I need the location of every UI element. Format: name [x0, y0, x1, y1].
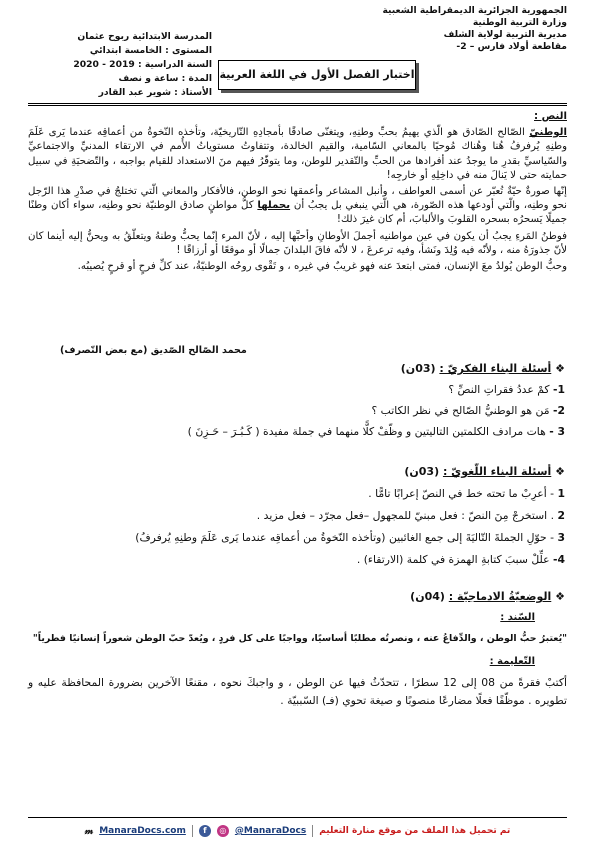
- section-b-points: (03ن): [404, 465, 440, 478]
- question-a3: 3 - هات مرادف الكلمتين التاليتين و وظّفْ كلًّا منهما في جملة مفيدة ( كَـبُـرَ – حَـزِنَ ): [187, 425, 565, 438]
- section-a-points: (03ن): [400, 362, 436, 375]
- header-district: مقاطعة أولاد فارس – 2-: [456, 41, 567, 52]
- section-c-points: (04ن): [410, 590, 445, 603]
- section-b-title: ❖ أسئلة البناء اللّغويّ : (03ن): [404, 465, 565, 478]
- text-section-label: النص :: [534, 111, 567, 122]
- task-label: التّعليمة :: [489, 656, 535, 667]
- paragraph-3: فوطنُ المَرءِ يجبُ أن يكون في عين مواطنيه أجملَ الأوطانِ وأحبَّها إليه ، لأنّ المرء إنّما يحبُّ وطنهُ ويتعلّقُ به ويحنُّ إليه أينما كان لأنّ جذورَهُ منه ، ولأنّه فيه وُلِدَ ونَشأ، وفيه ترعرعَ ، لا لأنّه فاقَ البلدانَ جمالًا أو موقعًا أو أرزاقًا !: [28, 230, 567, 256]
- question-b2: 2 . استخرجْ مِنَ النصّ : فعل مبنيّ للمجهول –فعل مجرّد – فعل مزيد .: [256, 509, 565, 522]
- paragraph-2: إنّها صورةٌ حيّةٌ تُعبّر عن أسمى العواطف ، وأنبل المشاعر وأعمقها نحو الوطن، فالأفكار والمعاني الّتي تختلجُ في صدْرِ هذا الرّجل نحو وطنِه، والّتي أودعها هذه الصّورة، هي الّتي ينبغي بل يجبُ أن يحملها كلُّ مواطنٍ صادق الوطنيّة نحو وطنِه، سواء أكان وطنًا جميلًا يَسحرُه بسحره القلوبَ والألبابَ، أم كان غيرَ ذلك!: [28, 186, 568, 226]
- reading-text: [28, 110, 567, 276]
- section-a-title: ❖ أسئلة البناء الفكريّ : (03ن): [400, 362, 565, 375]
- paragraph-1-head: الوطنيّ: [529, 127, 567, 139]
- level: المستوى : الخامسة ابتدائي: [89, 45, 212, 56]
- header-official: [337, 5, 567, 53]
- logo-icon: 𝓂: [84, 825, 94, 837]
- footer-site-link[interactable]: ManaraDocs.com: [99, 826, 186, 836]
- task-text: أكتبْ فقرةً من 08 إلى 12 سطرًا ، تتحدّثُ فيها عن الوطن ، و واجبكَ نحوه ، مقنعًا الآخرين بضرورة المحافظة عليه و تطويره . موظّفًا فعلًا مضارعًا منصوبًا و صيغة تحوي (فـ) السّببيّة .: [28, 676, 568, 707]
- teacher: الأستاذ : شوير عبد القادر: [98, 87, 212, 98]
- diamond-bullet-icon: ❖: [555, 590, 565, 603]
- section-c-title: ❖ الوضعيّةُ الادماجيّة : (04ن): [410, 590, 565, 603]
- paragraph-4: وحبُّ الوطن يُولدُ معَ الإنسان، فمتى ابتعدَ عنه فهو غريبٌ في غيره ، و تَقْوى روحُه الوطنيّةُ، عند كلِّ فرحٍ أو قرحٍ يُصيبُه.: [77, 261, 567, 273]
- question-a2: 2- مَن هو الوطنيُّ الصّالح في نظر الكاتب ؟: [371, 404, 565, 417]
- sanad-label: السّند :: [500, 612, 535, 623]
- author: محمد الصّالح الصّديق (مع بعض التّصرف): [60, 345, 247, 356]
- question-b1: 1 - أعرِبْ ما تحته خط في النصّ إعرابًا تامًّا .: [368, 487, 565, 500]
- paragraph-1-body: الصّالح الصّادق هو الّذي يهيمُ بحبِّ وطنِهِ، ويتغنّى صادقًا بأمجادِهِ التّاريخيّة، وتأخذه النّخوةُ من أعماقِه عندما يَرى عَلَمَ وطنِهِ يُرفرفُ هُنا وهُناك مُوحيًا بالمعاني السّامية، والقيم الخالدة، وتتفاوتُ مستوياتُ الأُمم في الارتقاء المدنيِّ والاجتماعيِّ والسّياسيِّ بقدرِ ما يوجدُ عند أفرادها من الحبِّ والتّقدير للوطن، وما يتوفّرُ فيهم منَ الاستعداد للقيام بواجبه ، والتّضحيَةِ في سبيل حمايته حتى لا يَنالَ منه في داخِلِهِ أو خارجِه!: [28, 127, 567, 181]
- diamond-bullet-icon: ❖: [555, 465, 565, 478]
- sanad-text: "يُعتبرُ حبُّ الوطن ، والدِّفاعُ عنه ، ونصرتُه مطلبًا أساسيًا، وواجبًا على كل فردٍ ، ويُعدّ حبّ الوطن شعوراً إنسانيًا فطرياً": [32, 633, 567, 644]
- footer-cta[interactable]: تم تحميل هذا الملف من موقع منارة التعليم: [319, 826, 511, 836]
- header-ministry: وزارة التربية الوطنية: [472, 17, 567, 28]
- question-b3: 3 - حوّلِ الجملةَ التّاليَةَ إلى جمع الغائبين (وتأخذه النّخوةُ من أعماقِه عندما يَرى عَلَمَ وطنِهِ يُرفرفُ): [135, 531, 565, 544]
- footer-handle[interactable]: @ManaraDocs: [234, 826, 307, 836]
- question-b4: 4- علِّلْ سببَ كتابةِ الهمزة في كلمة (الارتقاء) .: [356, 553, 565, 566]
- header-school-info: [42, 30, 212, 100]
- school-name: المدرسة الابتدائية ربوح عثمان: [77, 31, 212, 42]
- question-a1: 1- كمْ عددُ فقراتِ النصِّ ؟: [448, 383, 565, 396]
- exam-title: اختبار الفصل الأول في اللغة العربية: [218, 60, 416, 90]
- diamond-bullet-icon: ❖: [555, 362, 565, 375]
- instagram-icon[interactable]: ◎: [217, 825, 229, 837]
- header-divider: [28, 103, 567, 106]
- paragraph-1: [28, 126, 567, 183]
- header-directorate: مديرية التربية لولاية الشلف: [443, 29, 567, 40]
- duration: المدة : ساعة و نصف: [118, 73, 212, 84]
- header-republic: الجمهورية الجزائرية الديمقراطية الشعبية: [382, 5, 567, 16]
- underlined-word: يحملها: [257, 200, 291, 212]
- facebook-icon[interactable]: f: [199, 825, 211, 837]
- footer-divider: [28, 817, 567, 818]
- footer: [0, 820, 595, 842]
- school-year: السنة الدراسية : 2019 - 2020: [73, 59, 212, 70]
